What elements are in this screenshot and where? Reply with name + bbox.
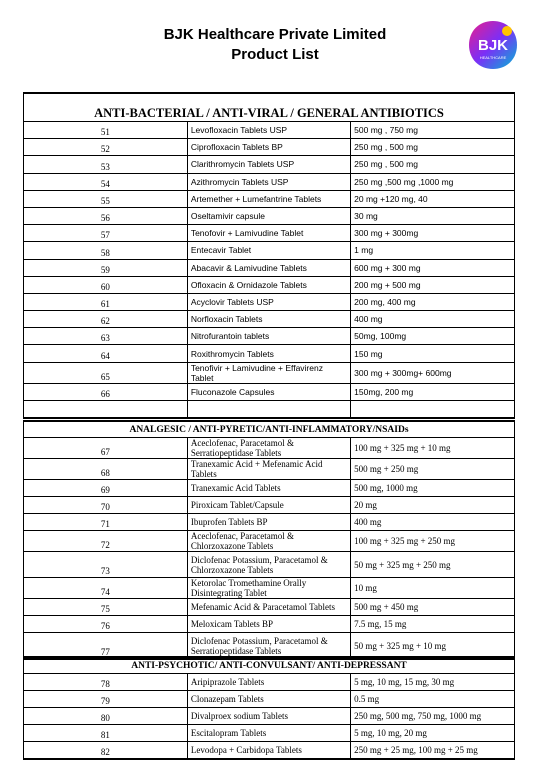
- product-dosage: 1 mg: [351, 242, 514, 259]
- product-row: [24, 383, 514, 400]
- product-name: Mefenamic Acid & Paracetamol Tablets: [187, 599, 350, 616]
- product-name: Abacavir & Lamivudine Tablets: [187, 259, 350, 276]
- product-number: 74: [24, 578, 187, 599]
- section-title: ANALGESIC / ANTI-PYRETIC/ANTI-INFLAMMATORY/NSAIDs: [24, 422, 514, 438]
- product-row: [24, 207, 514, 224]
- section-antipsychotic: [23, 656, 515, 760]
- product-number: 82: [24, 742, 187, 759]
- product-dosage: 5 mg, 10 mg, 20 mg: [351, 725, 514, 742]
- product-number: 80: [24, 708, 187, 725]
- product-name: Ciprofloxacin Tablets BP: [187, 139, 350, 156]
- product-row: [24, 156, 514, 173]
- product-dosage: 150 mg: [351, 345, 514, 362]
- product-dosage: 30 mg: [351, 207, 514, 224]
- product-name: Divalproex sodium Tablets: [187, 708, 350, 725]
- product-dosage: [351, 400, 514, 417]
- product-number: 65: [24, 362, 187, 383]
- product-row: [24, 259, 514, 276]
- product-row: [24, 242, 514, 259]
- product-number: 68: [24, 459, 187, 480]
- product-name: Diclofenac Potassium, Paracetamol & Chlorzoxazone Tablets: [187, 552, 350, 578]
- product-row: [24, 552, 514, 578]
- product-number: 54: [24, 173, 187, 190]
- product-name: Artemether + Lumefantrine Tablets: [187, 190, 350, 207]
- product-dosage: 250 mg , 500 mg: [351, 139, 514, 156]
- product-dosage: 10 mg: [351, 578, 514, 599]
- product-name: Ketorolac Tromethamine Orally Disintegrating Tablet: [187, 578, 350, 599]
- product-number: [24, 400, 187, 417]
- product-dosage: 500 mg, 1000 mg: [351, 480, 514, 497]
- product-number: 60: [24, 276, 187, 293]
- product-name: Levodopa + Carbidopa Tablets: [187, 742, 350, 759]
- product-row: [24, 725, 514, 742]
- section-antibiotics: [23, 92, 515, 419]
- product-dosage: 20 mg +120 mg, 40: [351, 190, 514, 207]
- product-number: 64: [24, 345, 187, 362]
- product-dosage: 250 mg, 500 mg, 750 mg, 1000 mg: [351, 708, 514, 725]
- product-dosage: 50 mg + 325 mg + 10 mg: [351, 633, 514, 659]
- product-row: [24, 276, 514, 293]
- product-dosage: 50mg, 100mg: [351, 328, 514, 345]
- product-name: Acyclovir Tablets USP: [187, 293, 350, 310]
- product-row: [24, 480, 514, 497]
- product-name: Nitrofurantoin tablets: [187, 328, 350, 345]
- product-number: 56: [24, 207, 187, 224]
- product-dosage: 200 mg + 500 mg: [351, 276, 514, 293]
- product-row: [24, 122, 514, 139]
- product-row: [24, 674, 514, 691]
- product-name: Escitalopram Tablets: [187, 725, 350, 742]
- product-name: Azithromycin Tablets USP: [187, 173, 350, 190]
- product-number: 66: [24, 383, 187, 400]
- product-name: Oseltamivir capsule: [187, 207, 350, 224]
- product-name: Entecavir Tablet: [187, 242, 350, 259]
- section-analgesic: [23, 420, 515, 660]
- product-row: [24, 345, 514, 362]
- product-row: [24, 190, 514, 207]
- product-number: 63: [24, 328, 187, 345]
- product-number: 69: [24, 480, 187, 497]
- product-number: 58: [24, 242, 187, 259]
- product-row: [24, 578, 514, 599]
- product-dosage: 100 mg + 325 mg + 250 mg: [351, 531, 514, 552]
- product-number: 70: [24, 497, 187, 514]
- product-row: [24, 225, 514, 242]
- product-dosage: 150mg, 200 mg: [351, 383, 514, 400]
- product-dosage: 0.5 mg: [351, 691, 514, 708]
- logo-text: BJK: [477, 37, 509, 54]
- product-dosage: 500 mg + 250 mg: [351, 459, 514, 480]
- product-number: 55: [24, 190, 187, 207]
- product-dosage: 500 mg , 750 mg: [351, 122, 514, 139]
- document-title: Product List: [231, 46, 319, 63]
- product-number: 71: [24, 514, 187, 531]
- product-dosage: 500 mg + 450 mg: [351, 599, 514, 616]
- product-row: [24, 616, 514, 633]
- product-name: Piroxicam Tablet/Capsule: [187, 497, 350, 514]
- product-name: Tenofovir + Lamivudine Tablet: [187, 225, 350, 242]
- product-name: Fluconazole Capsules: [187, 383, 350, 400]
- product-number: 61: [24, 293, 187, 310]
- product-name: Aripiprazole Tablets: [187, 674, 350, 691]
- product-name: Diclofenac Potassium, Paracetamol & Serratiopeptidase Tablets: [187, 633, 350, 659]
- product-row: [24, 459, 514, 480]
- company-logo: [467, 19, 519, 71]
- product-dosage: 50 mg + 325 mg + 250 mg: [351, 552, 514, 578]
- product-row: [24, 328, 514, 345]
- product-name: Ofloxacin & Ornidazole Tablets: [187, 276, 350, 293]
- product-row: [24, 599, 514, 616]
- product-dosage: 250 mg + 25 mg, 100 mg + 25 mg: [351, 742, 514, 759]
- product-number: 51: [24, 122, 187, 139]
- product-dosage: 20 mg: [351, 497, 514, 514]
- product-name: Clonazepam Tablets: [187, 691, 350, 708]
- product-name: Meloxicam Tablets BP: [187, 616, 350, 633]
- product-row: [24, 293, 514, 310]
- product-number: 78: [24, 674, 187, 691]
- product-name: Levofloxacin Tablets USP: [187, 122, 350, 139]
- product-number: 67: [24, 438, 187, 459]
- section-title: ANTI-PSYCHOTIC/ ANTI-CONVULSANT/ ANTI-DEPRESSANT: [24, 658, 514, 674]
- product-row: [24, 742, 514, 759]
- product-row: [24, 173, 514, 190]
- product-name: [187, 400, 350, 417]
- product-number: 52: [24, 139, 187, 156]
- product-name: Aceclofenac, Paracetamol & Serratiopeptidase Tablets: [187, 438, 350, 459]
- product-dosage: 250 mg ,500 mg ,1000 mg: [351, 173, 514, 190]
- product-dosage: 250 mg , 500 mg: [351, 156, 514, 173]
- product-number: 57: [24, 225, 187, 242]
- product-number: 72: [24, 531, 187, 552]
- product-dosage: 600 mg + 300 mg: [351, 259, 514, 276]
- product-row: [24, 362, 514, 383]
- product-dosage: 300 mg + 300mg+ 600mg: [351, 362, 514, 383]
- product-name: Tenofivir + Lamivudine + Effavirenz Tablet: [187, 362, 350, 383]
- product-number: 76: [24, 616, 187, 633]
- product-name: Aceclofenac, Paracetamol & Chlorzoxazone Tablets: [187, 531, 350, 552]
- product-number: 81: [24, 725, 187, 742]
- product-dosage: 200 mg, 400 mg: [351, 293, 514, 310]
- product-number: 62: [24, 311, 187, 328]
- company-name: BJK Healthcare Private Limited: [163, 26, 387, 43]
- product-row: [24, 531, 514, 552]
- product-dosage: 400 mg: [351, 514, 514, 531]
- product-row: [24, 139, 514, 156]
- product-dosage: 300 mg + 300mg: [351, 225, 514, 242]
- product-name: Norfloxacin Tablets: [187, 311, 350, 328]
- product-row: [24, 400, 514, 417]
- product-row: [24, 514, 514, 531]
- product-dosage: 100 mg + 325 mg + 10 mg: [351, 438, 514, 459]
- logo-subtext: HEALTHCARE: [479, 55, 507, 60]
- product-number: 73: [24, 552, 187, 578]
- product-name: Ibuprofen Tablets BP: [187, 514, 350, 531]
- product-name: Roxithromycin Tablets: [187, 345, 350, 362]
- product-row: [24, 633, 514, 659]
- product-dosage: 400 mg: [351, 311, 514, 328]
- product-row: [24, 497, 514, 514]
- product-row: [24, 708, 514, 725]
- product-number: 75: [24, 599, 187, 616]
- product-row: [24, 438, 514, 459]
- product-row: [24, 691, 514, 708]
- product-number: 77: [24, 633, 187, 659]
- section-title: ANTI-BACTERIAL / ANTI-VIRAL / GENERAL ANTIBIOTICS: [24, 94, 514, 122]
- product-name: Clarithromycin Tablets USP: [187, 156, 350, 173]
- product-name: Tranexamic Acid Tablets: [187, 480, 350, 497]
- product-number: 79: [24, 691, 187, 708]
- product-name: Tranexamic Acid + Mefenamic Acid Tablets: [187, 459, 350, 480]
- product-number: 59: [24, 259, 187, 276]
- product-dosage: 5 mg, 10 mg, 15 mg, 30 mg: [351, 674, 514, 691]
- product-row: [24, 311, 514, 328]
- product-dosage: 7.5 mg, 15 mg: [351, 616, 514, 633]
- logo-graphic: [467, 19, 519, 71]
- product-number: 53: [24, 156, 187, 173]
